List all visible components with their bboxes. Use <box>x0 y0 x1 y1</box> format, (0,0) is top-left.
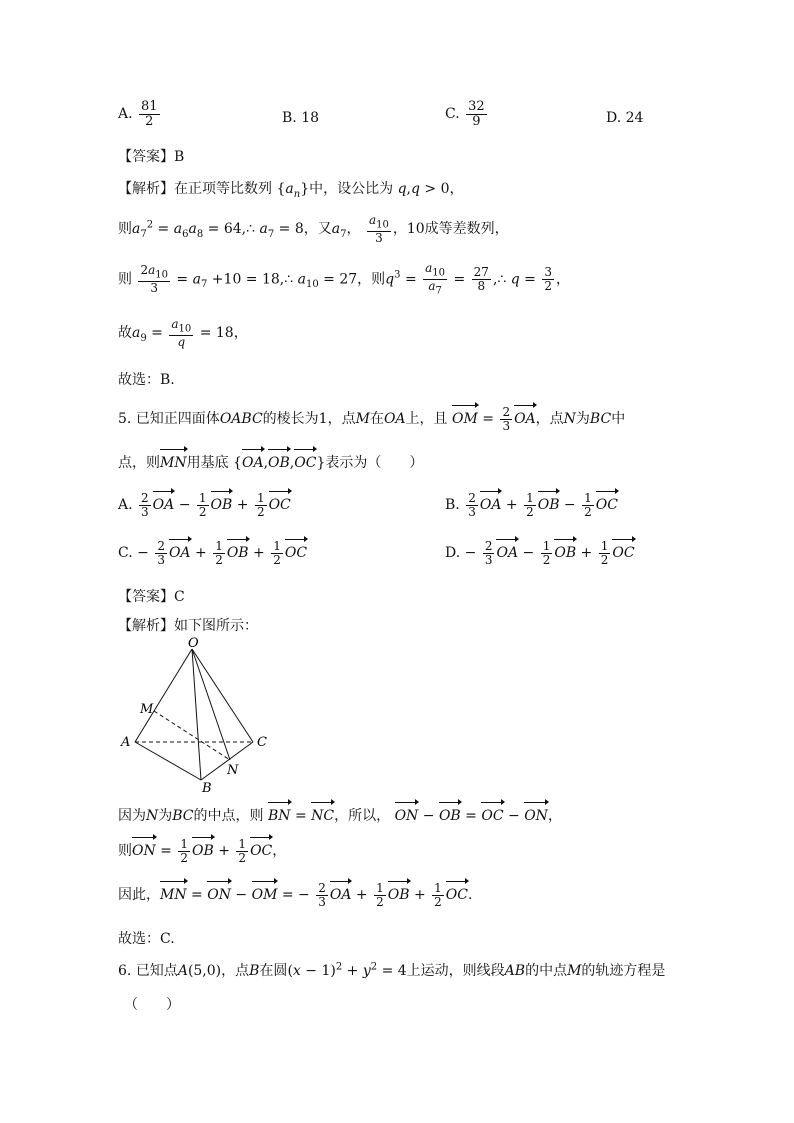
q5-solution-line2: 则ON = $\frac{1}{2}$ OB + $\frac{1}{2}$ OC， <box>118 836 287 865</box>
q4-analysis-line2: 则$a_7^2 = a_6a_8$ = 64,∴ $a_7 = 8$，又$a_7$， $\frac{a_{10}}{3}$ ，10成等差数列， <box>118 213 509 245</box>
label-c: C <box>257 735 267 750</box>
q4-answer: 【答案】B <box>118 149 185 165</box>
q5-option-b: B. $\frac{2}{3}$ OA + $\frac{1}{2}$ OB − $\frac{1}{2}$ OC <box>445 490 618 519</box>
q5-option-a: A. $\frac{2}{3}$ OA − $\frac{1}{2}$ OB + $\frac{1}{2}$ OC <box>118 490 291 519</box>
label-o: O <box>188 636 199 651</box>
label-a: A <box>121 735 131 750</box>
q5-analysis-intro: 【解析】如下图所示： <box>118 618 258 634</box>
q5-choose: 故选：C. <box>118 931 175 947</box>
q6-stem: 6. 已知点A(5,0)，点B在圆$(x - 1)^2 + y^2 = 4$上运动，则线段AB的中点M的轨迹方程是 <box>118 961 666 979</box>
q5-stem-line1: 5. 已知正四面体OABC的棱长为1，点M在OA上，且 OM = $\frac{2}{3}$ OA，点N为BC中 <box>118 404 626 433</box>
q5-stem-line2: 点，则MN用基底 {OA,OB,OC}表示为（ ） <box>118 448 423 472</box>
option-b: B. 18 <box>282 110 320 126</box>
option-a: A. $\frac{81}{2}$ <box>118 99 158 129</box>
q4-choose: 故选：B. <box>118 372 175 388</box>
label-b: B <box>202 781 212 796</box>
option-c: C. $\frac{32}{9}$ <box>445 99 485 129</box>
q5-solution-line3: 因此，MN = ON − OM = − $\frac{2}{3}$ OA + $\frac{1}{2}$ OB + $\frac{1}{2}$ OC. <box>118 880 473 909</box>
q4-analysis-line1: 【解析】在正项等比数列 $\{a_n\}$中，设公比为 q,q > 0， <box>118 181 464 200</box>
q5-option-c: C. − $\frac{2}{3}$ OA + $\frac{1}{2}$ OB + $\frac{1}{2}$ OC <box>118 538 308 567</box>
label-m: M <box>140 702 154 717</box>
q4-analysis-line4: 故$a_9$ = $\frac{a_{10}}{q}$ = 18， <box>118 317 248 349</box>
tetrahedron-figure <box>112 636 272 796</box>
q4-analysis-line3: 则 $\frac{2a_{10}}{3}$ = $a_7 +10$ = 18,∴ $a_{10} = 27$，则$q^3$ = $\frac{a_{10}}{a_7}$ = $\frac{27}{8}$ ,∴ q = $\frac{3}{2}$ ， <box>118 261 571 297</box>
label-n: N <box>227 763 239 778</box>
q5-answer: 【答案】C <box>118 589 185 605</box>
q6-paren: （ ） <box>124 997 180 1013</box>
option-d: D. 24 <box>606 110 644 126</box>
q5-option-d: D. − $\frac{2}{3}$ OA − $\frac{1}{2}$ OB + $\frac{1}{2}$ OC <box>445 538 635 567</box>
q5-solution-line1: 因为N为BC的中点，则 BN = NC，所以， ON − OB = OC − ON， <box>118 801 562 825</box>
